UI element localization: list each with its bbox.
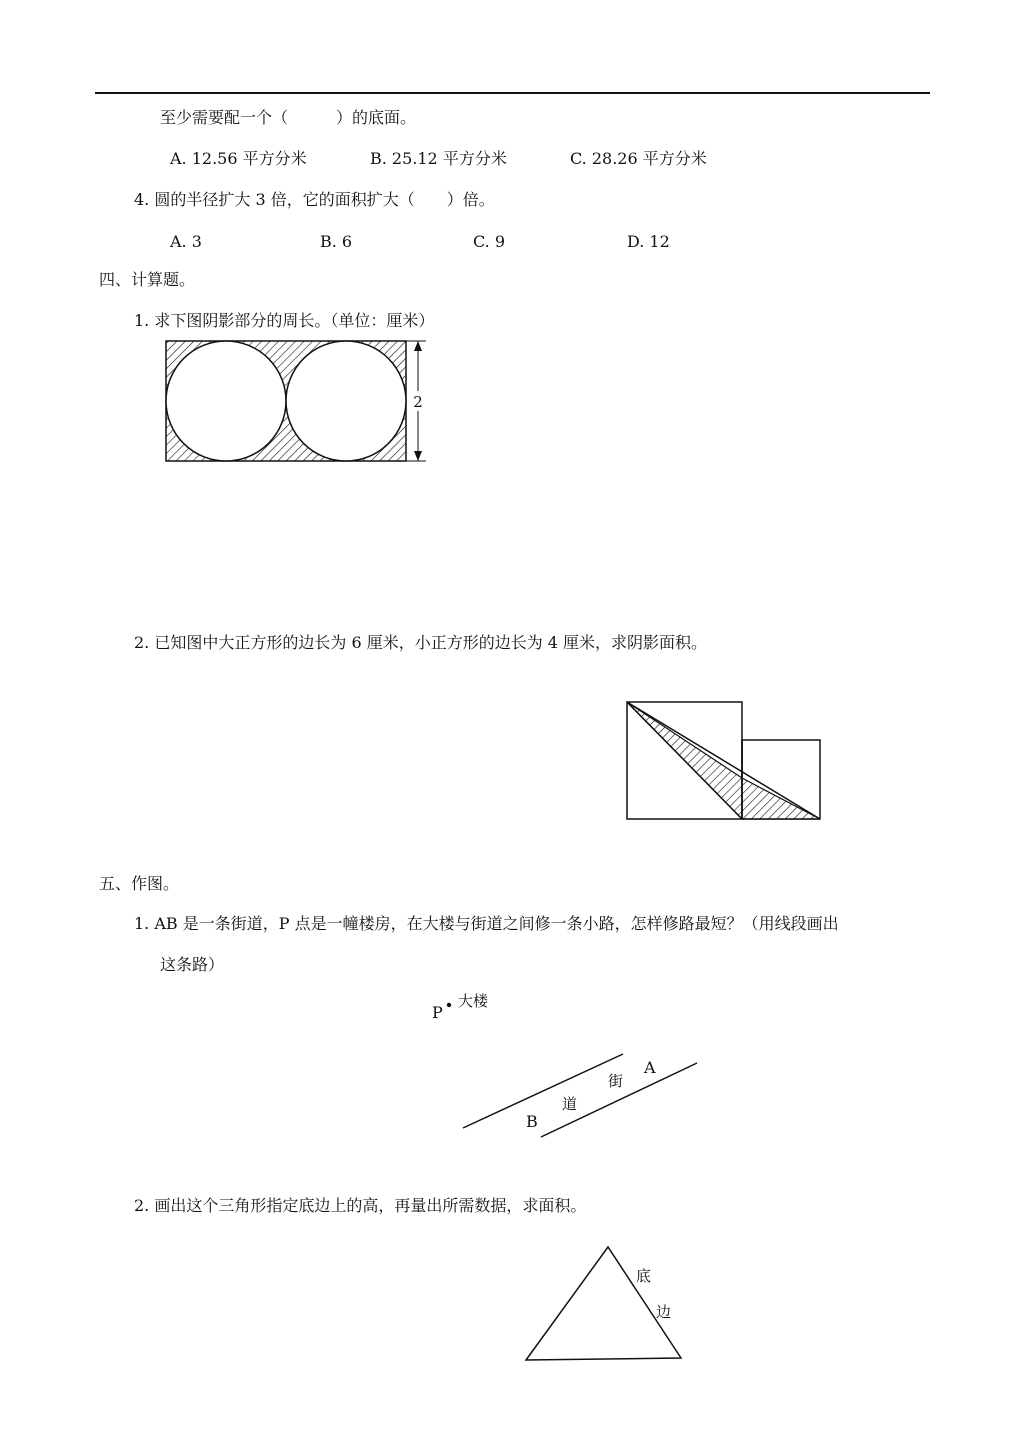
s5-question-2: 2. 画出这个三角形指定底边上的高，再量出所需数据，求面积。 <box>134 1196 587 1215</box>
point-a-label: A <box>644 1058 656 1077</box>
base-label-2: 边 <box>656 1303 672 1321</box>
figure-street <box>432 992 697 1137</box>
q3-option-a: A. 12.56 平方分米 <box>170 149 307 168</box>
street-edge-upper <box>463 1054 623 1128</box>
point-p-dot <box>447 1003 451 1007</box>
q3-tail: 至少需要配一个（ ）的底面。 <box>160 108 417 127</box>
figure-two-squares <box>627 702 820 819</box>
q4-stem: 4. 圆的半径扩大 3 倍，它的面积扩大（ ）倍。 <box>134 190 495 209</box>
point-b-label: B <box>526 1112 538 1131</box>
section-5-heading: 五、作图。 <box>99 874 180 893</box>
s4-question-1: 1. 求下图阴影部分的周长。（单位：厘米） <box>134 311 435 330</box>
right-circle <box>286 341 406 461</box>
section-4-heading: 四、计算题。 <box>99 270 196 289</box>
figure-triangle <box>526 1247 681 1360</box>
street-label-2: 道 <box>562 1095 578 1113</box>
dimension-label: 2 <box>413 393 423 411</box>
s4-question-2: 2. 已知图中大正方形的边长为 6 厘米，小正方形的边长为 4 厘米，求阴影面积。 <box>134 633 708 652</box>
s5-question-1-line2: 这条路） <box>160 955 225 974</box>
figure-rectangle-two-circles <box>166 341 426 461</box>
q4-option-c: C. 9 <box>473 232 506 251</box>
street-label-1: 街 <box>608 1072 624 1090</box>
q3-option-b: B. 25.12 平方分米 <box>370 149 507 168</box>
q4-option-d: D. 12 <box>627 232 670 251</box>
s5-question-1-line1: 1. AB 是一条街道，P 点是一幢楼房，在大楼与街道之间修一条小路，怎样修路最短？（用线段画出 <box>134 914 839 933</box>
base-label-1: 底 <box>636 1267 652 1285</box>
q4-option-b: B. 6 <box>320 232 353 251</box>
point-p-label: P <box>432 1003 443 1022</box>
q3-option-c: C. 28.26 平方分米 <box>570 149 707 168</box>
q4-option-a: A. 3 <box>170 232 202 251</box>
building-label: 大楼 <box>458 992 489 1010</box>
left-circle <box>166 341 286 461</box>
